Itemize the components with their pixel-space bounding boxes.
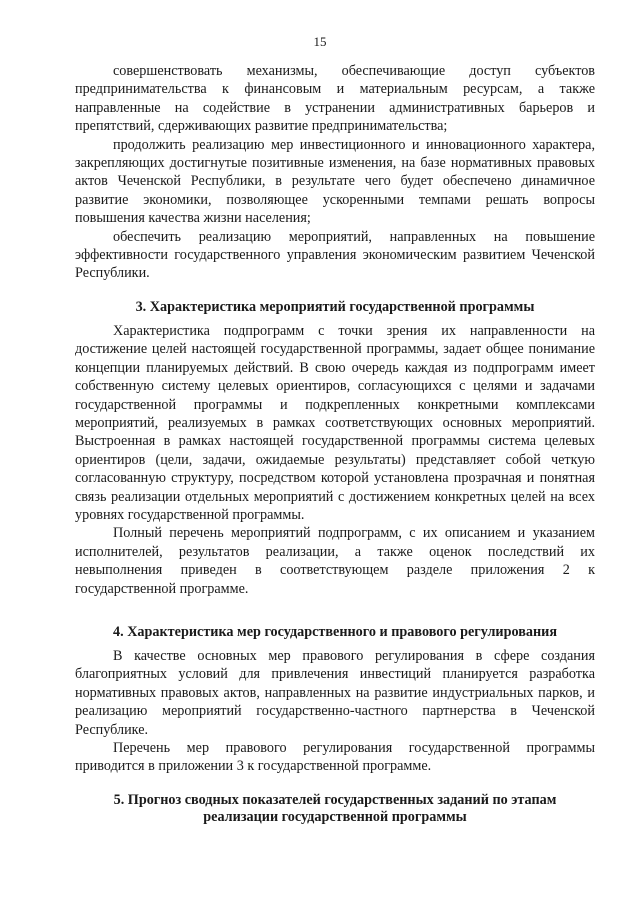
section-3-heading: 3. Характеристика мероприятий государственной программы: [135, 298, 535, 315]
intro-paragraph: продолжить реализацию мер инвестиционного и инновационного характера, закрепляющих достигнутые позитивные изменения, на базе нормативных правовых актов Чеченской Республики, в результате чего будет обеспечено динамичное развитие экономики, позволяющее ускоренными темпами решать вопросы повышения качества жизни населения;: [75, 136, 595, 227]
section-3-paragraph: Характеристика подпрограмм с точки зрения их направленности на достижение целей настоящей государственной программы, задает общее понимание концепции планируемых действий. В свою очередь каждая из подпрограмм имеет собственную систему целевых ориентиров, согласующихся с целями и задачами государственной программы и подкрепленных конкретными комплексами мероприятий, реализуемых в рамках соответствующих основных мероприятий. Выстроенная в рамках настоящей государственной программы система целевых ориентиров (цели, задачи, ожидаемые результаты) представляет собой четкую согласованную структуру, посредством которой установлена прозрачная и понятная связь реализации отдельных мероприятий с достижением конкретных целей на всех уровнях государственной программы.: [75, 322, 595, 523]
section-5-heading-line-2: реализации государственной программы: [203, 808, 467, 825]
section-3-paragraph: Полный перечень мероприятий подпрограмм, с их описанием и указанием исполнителей, результатов реализации, а также оценок последствий их невыполнения приведен в соответствующем разделе приложения 2 к государственной программе.: [75, 525, 595, 597]
intro-paragraph: обеспечить реализацию мероприятий, направленных на повышение эффективности государственного управления экономическим развитием Чеченской Республики.: [75, 228, 595, 282]
section-5-heading-line-1: 5. Прогноз сводных показателей государственных заданий по этапам: [113, 791, 557, 808]
section-4-heading: 4. Характеристика мер государственного и правового регулирования: [113, 623, 557, 640]
document-body: [75, 62, 595, 826]
section-5-heading: [75, 792, 595, 826]
section-4-paragraph: В качестве основных мер правового регулирования в сфере создания благоприятных условий для привлечения инвестиций планируется разработка нормативных правовых актов, направленных на развитие индустриальных парков, и реализацию мероприятий государственно-частного партнерства в Чеченской Республике.: [75, 647, 595, 738]
page-number: 15: [313, 34, 327, 49]
section-4-paragraph: Перечень мер правового регулирования государственной программы приводится в приложении 3 к государственной программе.: [75, 740, 595, 775]
intro-paragraph: совершенствовать механизмы, обеспечивающие доступ субъектов предпринимательства к финансовым и материальным ресурсам, а также направленные на содействие в устранении административных барьеров и препятствий, сдерживающих развитие предпринимательства;: [75, 63, 595, 135]
